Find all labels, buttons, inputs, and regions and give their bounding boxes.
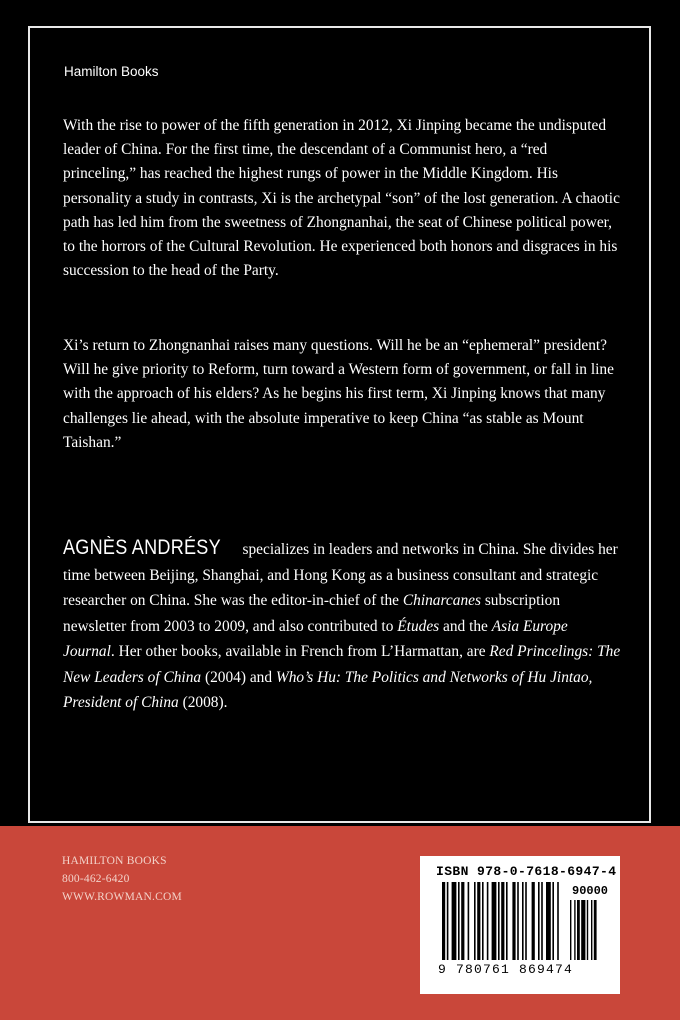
barcode-bar bbox=[501, 882, 504, 960]
barcode-addon-bar bbox=[581, 900, 585, 960]
bio-text: and the bbox=[439, 617, 492, 635]
barcode-bar bbox=[557, 882, 559, 960]
barcode-bar bbox=[541, 882, 543, 960]
barcode-bar bbox=[522, 882, 524, 960]
contact-phone: 800-462-6420 bbox=[62, 873, 130, 885]
bio-italic-book-1: Red Princelings: The New Leaders of China bbox=[63, 643, 621, 686]
barcode-bar bbox=[506, 882, 508, 960]
bio-italic-journal: Asia Europe Journal bbox=[63, 617, 568, 660]
barcode-bar bbox=[474, 882, 476, 960]
barcode-addon-bar bbox=[587, 900, 588, 960]
isbn-text: ISBN 978-0-7618-6947-4 bbox=[436, 864, 617, 879]
barcode-bar bbox=[447, 882, 449, 960]
contact-name: HAMILTON BOOKS bbox=[62, 855, 167, 867]
bio-text: . Her other books, available in French from L’Harmattan, are bbox=[110, 643, 490, 660]
barcode-bar bbox=[468, 882, 470, 960]
description-paragraph-2: Xi’s return to Zhongnanhai raises many questions. Will he be an “ephemeral” president? Will he give priority to Reform, turn toward a Western form of government, or fall in line with the approach of his elders? As he begins his first term, Xi Jinping knows that many challenges lie ahead, with the absolute imperative to keep China “as stable as Mount Taishan.” bbox=[63, 337, 614, 451]
bio-italic-newsletter: Chinarcanes bbox=[402, 592, 481, 609]
barcode-digits: 9 780761 869474 bbox=[438, 962, 574, 977]
author-bio bbox=[63, 535, 623, 716]
barcode-bar bbox=[532, 882, 535, 960]
barcode-bar bbox=[442, 882, 445, 960]
barcode-bar bbox=[512, 882, 515, 960]
barcode-bar bbox=[525, 882, 527, 960]
barcode-bar bbox=[477, 882, 480, 960]
barcode-addon-bar bbox=[591, 900, 592, 960]
price-code: 90000 bbox=[572, 884, 609, 898]
barcode-bar bbox=[458, 882, 460, 960]
barcode-bar bbox=[498, 882, 500, 960]
contact-web: WWW.ROWMAN.COM bbox=[62, 891, 182, 903]
barcode-bar bbox=[517, 882, 519, 960]
description-paragraph-1: With the rise to power of the fifth generation in 2012, Xi Jinping became the undisputed leader of China. For the first time, the descendant of a Communist hero, a “red princeling,” has reached the highest rungs of power in the Middle Kingdom. His personality a study in contrasts, Xi is the archetypal “son” of the lost generation. A chaotic path has led him from the sweetness of Zhongnanhai, the seat of Chinese political power, to the horrors of the Cultural Revolution. He experienced both honors and disgraces in his succession to the head of the Party. bbox=[63, 117, 620, 280]
barcode-addon-bar bbox=[594, 900, 597, 960]
barcode-bar bbox=[546, 882, 551, 960]
bio-text: (2008). bbox=[178, 694, 228, 711]
barcode-bar bbox=[538, 882, 540, 960]
publisher-label: Hamilton Books bbox=[64, 64, 159, 79]
author-name: AGNÈS ANDRÉSY bbox=[63, 536, 221, 559]
bio-text: subscription newsletter from 2003 to 2009, and also contributed to bbox=[63, 592, 561, 635]
barcode-addon-bar bbox=[574, 900, 575, 960]
barcode-bar bbox=[552, 882, 554, 960]
barcode-bar bbox=[452, 882, 457, 960]
barcode-addon-bar bbox=[577, 900, 580, 960]
footer-band bbox=[0, 826, 680, 1020]
barcode-addon-bar bbox=[570, 900, 571, 960]
bio-italic-etudes: Études bbox=[397, 617, 440, 635]
bio-text: specializes in leaders and networks in China. She divides her time between Beijing, Shanghai, and Hong Kong as a business consultant and strategic researcher on China. She was the editor-in-chief of the bbox=[63, 541, 618, 609]
isbn-barcode bbox=[420, 856, 620, 994]
barcode-bar bbox=[487, 882, 489, 960]
barcode-bar bbox=[461, 882, 464, 960]
barcode-bar bbox=[482, 882, 484, 960]
barcode-bar bbox=[492, 882, 497, 960]
bio-text: (2004) and bbox=[201, 668, 276, 686]
publisher-contact bbox=[62, 852, 182, 906]
bio-italic-book-2: Who’s Hu: The Politics and Networks of Hu Jintao, President of China bbox=[63, 668, 593, 711]
